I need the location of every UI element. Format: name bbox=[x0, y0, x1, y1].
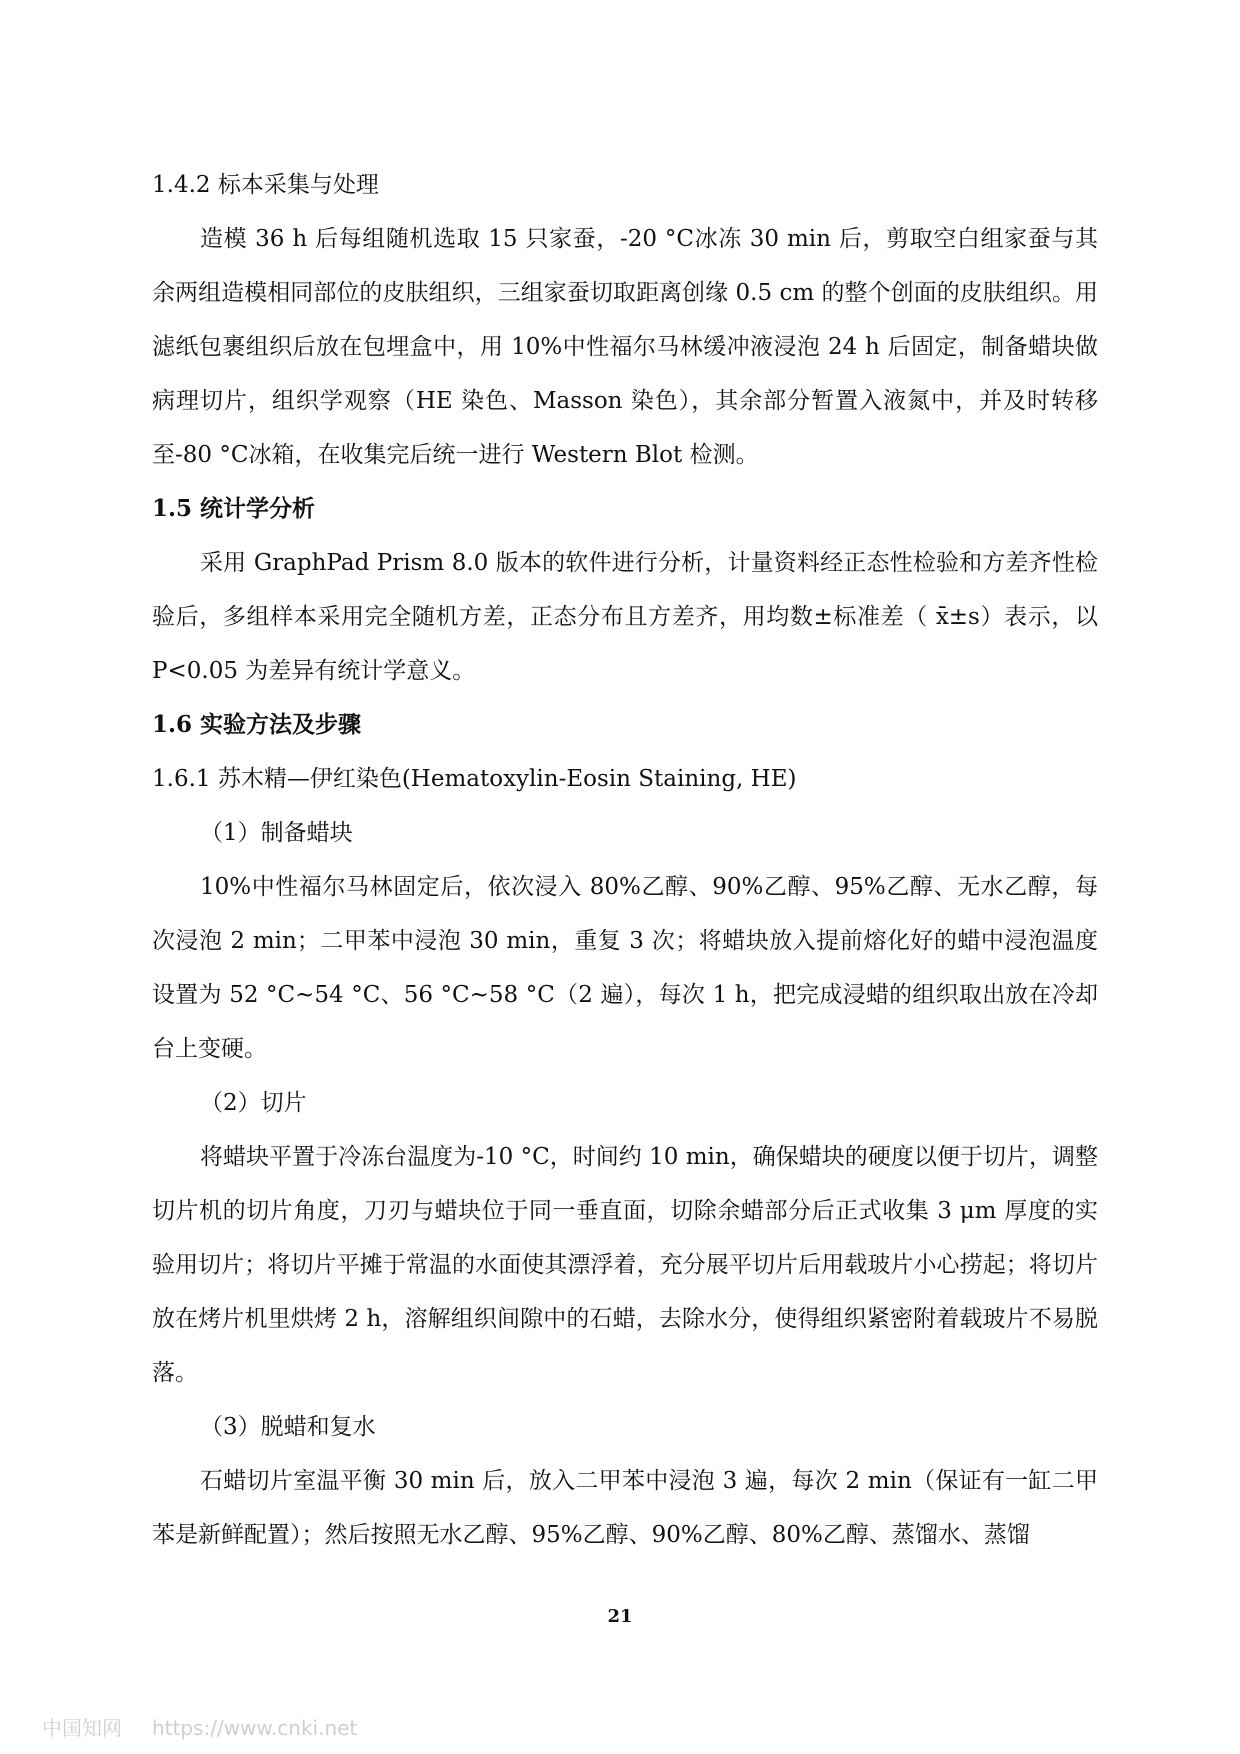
page-content bbox=[152, 158, 1098, 1562]
section-heading-1-6-1: 1.6.1 苏木精—伊红染色(Hematoxylin-Eosin Staining, HE) bbox=[152, 766, 797, 792]
watermark-brand: 中国知网 bbox=[42, 1716, 122, 1740]
section-1-4-2-paragraph: 造模 36 h 后每组随机选取 15 只家蚕，-20 °C冰冻 30 min 后，剪取空白组家蚕与其余两组造模相同部位的皮肤组织，三组家蚕切取距离创缘 0.5 cm 的整个创面的皮肤组织。用滤纸包裹组织后放在包埋盒中，用 10%中性福尔马林缓冲液浸泡 24 h 后固定，制备蜡块做病理切片，组织学观察（HE 染色、Masson 染色），其余部分暂置入液氮中，并及时转移至-80 °C冰箱，在收集完后统一进行 Western Blot 检测。 bbox=[152, 226, 1098, 468]
step-2-label: （2）切片 bbox=[200, 1090, 307, 1116]
step-3-label: （3）脱蜡和复水 bbox=[200, 1414, 376, 1440]
watermark-url: https://www.cnki.net bbox=[152, 1716, 358, 1740]
section-heading-1-6: 1.6 实验方法及步骤 bbox=[152, 711, 362, 738]
step-2-paragraph: 将蜡块平置于冷冻台温度为-10 °C，时间约 10 min，确保蜡块的硬度以便于切片，调整切片机的切片角度，刀刃与蜡块位于同一垂直面，切除余蜡部分后正式收集 3 μm 厚度的实验用切片；将切片平摊于常温的水面使其漂浮着，充分展平切片后用载玻片小心捞起；将切片放在烤片机里烘烤 2 h，溶解组织间隙中的石蜡，去除水分，使得组织紧密附着载玻片不易脱落。 bbox=[152, 1144, 1098, 1386]
step-3-paragraph: 石蜡切片室温平衡 30 min 后，放入二甲苯中浸泡 3 遍，每次 2 min（保证有一缸二甲苯是新鲜配置）；然后按照无水乙醇、95%乙醇、90%乙醇、80%乙醇、蒸馏水、蒸馏 bbox=[152, 1468, 1098, 1548]
cnki-watermark bbox=[42, 1712, 357, 1741]
section-heading-1-4-2: 1.4.2 标本采集与处理 bbox=[152, 172, 379, 198]
step-1-paragraph: 10%中性福尔马林固定后，依次浸入 80%乙醇、90%乙醇、95%乙醇、无水乙醇，每次浸泡 2 min；二甲苯中浸泡 30 min，重复 3 次；将蜡块放入提前熔化好的蜡中浸泡温度设置为 52 °C~54 °C、56 °C~58 °C（2 遍），每次 1 h，把完成浸蜡的组织取出放在冷却台上变硬。 bbox=[152, 874, 1098, 1062]
step-1-label: （1）制备蜡块 bbox=[200, 820, 353, 846]
section-1-5-paragraph: 采用 GraphPad Prism 8.0 版本的软件进行分析，计量资料经正态性检验和方差齐性检验后，多组样本采用完全随机方差，正态分布且方差齐，用均数±标准差（ x̄±s）表示，以 P<0.05 为差异有统计学意义。 bbox=[152, 550, 1098, 684]
section-heading-1-5: 1.5 统计学分析 bbox=[152, 495, 316, 522]
page-number: 21 bbox=[607, 1606, 633, 1627]
